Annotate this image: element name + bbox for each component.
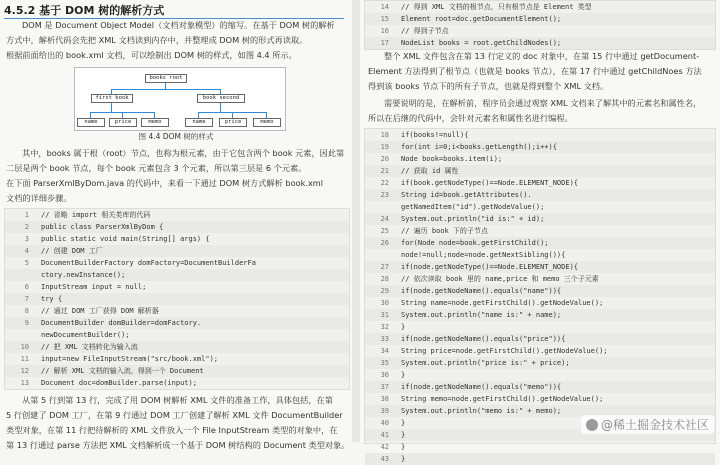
code-text: // 省略 import 相关类库的代码 — [41, 211, 151, 219]
code-line — [365, 453, 715, 465]
node-first-book: first book — [91, 94, 133, 103]
dom-tree-diagram — [74, 67, 286, 131]
code-line — [5, 305, 349, 317]
code-line — [365, 177, 715, 189]
code-line — [5, 221, 349, 233]
code-line — [5, 329, 349, 341]
code-text: node!=null;node=node.getNextSibling()){ — [401, 251, 566, 259]
code-text: newDocumentBuilder(); — [41, 331, 130, 339]
line-number: 41 — [380, 431, 389, 439]
node-price-2: price — [219, 118, 247, 127]
logo-icon — [586, 419, 598, 431]
code-line — [365, 1, 715, 13]
code-line — [5, 281, 349, 293]
code-line — [365, 333, 715, 345]
line-number: 3 — [24, 235, 29, 243]
line-number: 29 — [380, 287, 389, 295]
line-number: 20 — [380, 155, 389, 163]
code-line — [365, 345, 715, 357]
code-text: String name=node.getFirstChild().getNodeValue(); — [401, 299, 604, 307]
line-number: 35 — [380, 359, 389, 367]
code-text: // 解析 XML 文档的输入流，得到一个 Document — [41, 367, 204, 375]
code-line — [365, 13, 715, 25]
text-line: 方式中，解析代码会先把 XML 文档读到内存中，并整理成 DOM 树的形式再读取。 — [6, 35, 308, 45]
text-line: 从第 5 行到第 13 行，完成了用 DOM 树解析 XML 文件的准备工作，具体包括，在第 — [22, 395, 333, 405]
line-number: 5 — [24, 259, 29, 267]
line-number: 34 — [380, 347, 389, 355]
text-line: 得到该 books 节点下的所有子节点，也就是得到整个 XML 文档。 — [368, 81, 609, 91]
line-number: 26 — [380, 239, 389, 247]
text-line: 二层是两个 book 节点，每个 book 元素包含 3 个元素，所以第三层是 6 个元素。 — [6, 163, 307, 173]
code-line — [365, 369, 715, 381]
code-line — [365, 237, 715, 249]
code-line — [5, 245, 349, 257]
code-text: DocumentBuilder domBuilder=domFactory. — [41, 319, 202, 327]
text-line: 其中，books 属于根（root）节点，也称为根元素，由于它包含两个 book 元素，因此第 — [22, 148, 345, 158]
node-book-second: book second — [197, 94, 245, 103]
line-number: 9 — [24, 319, 29, 327]
line-number: 38 — [380, 395, 389, 403]
code-text: Document doc=domBuilder.parse(input); — [41, 379, 197, 387]
code-line — [365, 393, 715, 405]
code-line — [365, 273, 715, 285]
code-block — [364, 0, 716, 50]
code-text: } — [401, 431, 406, 439]
code-text: // 把 XML 文档转化为输入流 — [41, 343, 138, 351]
tree-connector — [111, 89, 112, 94]
line-number: 12 — [20, 367, 29, 375]
code-text: // 得到 XML 文档的根节点，只有根节点是 Element 类型 — [401, 3, 592, 11]
tree-connector — [232, 112, 233, 118]
code-text: } — [401, 419, 406, 427]
code-text: String id=book.getAttributes(). — [401, 191, 532, 199]
text-line: 整个 XML 文件包含在第 13 行定义的 doc 对象中，在第 15 行中通过 getDocument- — [384, 51, 700, 61]
code-line — [365, 249, 715, 261]
line-number: 32 — [380, 323, 389, 331]
left-page — [0, 0, 352, 450]
line-number: 16 — [380, 27, 389, 35]
code-line — [5, 233, 349, 245]
text-line: 需要说明的是，在解析前，程序员会通过观察 XML 文档来了解其中的元素名和属性名， — [384, 98, 702, 108]
code-line — [365, 213, 715, 225]
root-node-paragraph — [368, 49, 712, 94]
text-line: 类型对象，在第 11 行把待解析的 XML 文件放入一个 File InputStream 类型的对象中，在 — [6, 425, 338, 435]
text-line: Element 方法得到了根节点（也就是 books 节点），在第 17 行中通过 getChildNoes 方法 — [368, 66, 702, 76]
code-line — [365, 441, 715, 453]
line-number: 10 — [20, 343, 29, 351]
code-text: } — [401, 323, 406, 331]
code-text: ctory.newInstance(); — [41, 271, 126, 279]
code-line — [365, 321, 715, 333]
line-number: 8 — [24, 307, 29, 315]
code-text: // 创建 DOM 工厂 — [41, 247, 103, 255]
code-line — [365, 381, 715, 393]
code-text: String price=node.getFirstChild().getNodeValue(); — [401, 347, 608, 355]
tree-connector — [198, 112, 199, 118]
line-number: 30 — [380, 299, 389, 307]
line-number: 33 — [380, 335, 389, 343]
code-text: // 得到子节点 — [401, 27, 449, 35]
line-number: 36 — [380, 371, 389, 379]
code-text: } — [401, 371, 406, 379]
code-line — [365, 285, 715, 297]
code-text: System.out.println("price is:" + price); — [401, 359, 570, 367]
code-line — [365, 357, 715, 369]
code-text: Node book=books.item(i); — [401, 155, 503, 163]
explanation-paragraph — [6, 146, 345, 206]
code-line — [365, 25, 715, 37]
right-page — [360, 0, 720, 463]
text-line: DOM 是 Document Object Model（文档对象模型）的缩写。在基于 DOM 树的解析 — [22, 20, 335, 30]
code-line — [5, 269, 349, 281]
code-line — [5, 209, 349, 221]
node-name-1: name — [77, 118, 105, 127]
code-text: input=new FileInputStream("src/book.xml"); — [41, 355, 219, 363]
code-block — [4, 208, 350, 390]
line-number: 28 — [380, 275, 389, 283]
code-text: public class ParserXmlByDom { — [41, 223, 164, 231]
code-text: public static void main(String[] args) { — [41, 235, 210, 243]
line-number: 24 — [380, 215, 389, 223]
tree-connector — [266, 112, 267, 118]
text-line: 根据前面给出的 book.xml 文档，可以绘制出 DOM 树的样式，如图 4.4 所示。 — [6, 50, 297, 60]
tree-connector — [111, 89, 221, 90]
line-number: 27 — [380, 263, 389, 271]
tree-connector — [90, 112, 91, 118]
text-line: 5 行创建了 DOM 工厂，在第 9 行通过 DOM 工厂创建了解析 XML 文件 DocumentBuilder — [6, 410, 343, 420]
line-number: 18 — [380, 131, 389, 139]
code-text: // 遍历 book 下的子节点 — [401, 227, 488, 235]
code-text: // 通过 DOM 工厂获得 DOM 解析器 — [41, 307, 159, 315]
code-text: System.out.println("name is:" + name); — [401, 311, 562, 319]
code-text: if(node.getNodeName().equals("price")){ — [401, 335, 566, 343]
note-paragraph — [368, 96, 712, 126]
code-text: // 获取 id 属性 — [401, 167, 459, 175]
line-number: 11 — [20, 355, 29, 363]
code-text: NodeList books = root.getChildNodes(); — [401, 39, 562, 47]
tree-connector — [122, 112, 123, 118]
line-number: 15 — [380, 15, 389, 23]
code-line — [365, 201, 715, 213]
text-line: 文档的详细步骤。 — [6, 193, 72, 203]
code-text: if(books!=null){ — [401, 131, 469, 139]
code-line — [365, 37, 715, 49]
line-number: 13 — [20, 379, 29, 387]
code-line — [365, 309, 715, 321]
line-number: 17 — [380, 39, 389, 47]
line-number: 21 — [380, 167, 389, 175]
tree-connector — [111, 103, 112, 112]
line-number: 6 — [24, 283, 29, 291]
code-text: System.out.println("id is:" + id); — [401, 215, 545, 223]
line-number: 22 — [380, 179, 389, 187]
line-number: 25 — [380, 227, 389, 235]
after-code-paragraph — [6, 393, 350, 453]
code-text: // 依次读取 book 里的 name,price 和 memo 三个子元素 — [401, 275, 599, 283]
line-number: 23 — [380, 191, 389, 199]
line-number: 42 — [380, 443, 389, 451]
code-text: InputStream input = null; — [41, 283, 147, 291]
watermark-text: @稀土掘金技术社区 — [600, 418, 709, 432]
node-books-root: books root — [145, 74, 187, 83]
line-number: 40 — [380, 419, 389, 427]
code-line — [365, 153, 715, 165]
tree-connector — [220, 103, 221, 112]
code-text: } — [401, 443, 406, 451]
line-number: 7 — [24, 295, 29, 303]
node-price-1: price — [109, 118, 137, 127]
figure-caption: 图 4.4 DOM 树的样式 — [138, 132, 214, 141]
code-text: System.out.println("memo is:" + memo); — [401, 407, 562, 415]
line-number: 37 — [380, 383, 389, 391]
code-line — [365, 129, 715, 141]
code-text: DocumentBuilderFactory domFactory=DocumentBuilderFa — [41, 259, 256, 267]
code-line — [5, 365, 349, 377]
text-line: 所以在后继的代码中，会针对元素名和属性名进行编程。 — [368, 113, 573, 123]
node-memo-2: memo — [253, 118, 281, 127]
code-text: if(book.getNodeType()==Node.ELEMENT_NODE){ — [401, 179, 579, 187]
page-gutter — [352, 0, 360, 442]
line-number: 2 — [24, 223, 29, 231]
section-title: 4.5.2 基于 DOM 树的解析方式 — [4, 4, 165, 17]
code-text: String memo=node.getFirstChild().getNodeValue(); — [401, 395, 604, 403]
line-number: 19 — [380, 143, 389, 151]
code-text: try { — [41, 295, 63, 303]
line-number: 43 — [380, 455, 389, 463]
tree-connector — [220, 89, 221, 94]
code-line — [365, 297, 715, 309]
code-text: if(node.getNodeName().equals("name")){ — [401, 287, 562, 295]
text-line: 第 13 行通过 parse 方法把 XML 文档解析成一个基于 DOM 树结构的 Document 类型对象。 — [6, 440, 350, 450]
code-text: for(Node node=book.getFirstChild(); — [401, 239, 549, 247]
intro-paragraph — [6, 18, 342, 63]
code-line — [365, 225, 715, 237]
code-text: for(int i=0;i<books.getLength();i++){ — [401, 143, 557, 151]
code-text: } — [401, 455, 406, 463]
site-watermark — [581, 415, 714, 434]
code-text: getNamedItem("id").getNodeValue(); — [401, 203, 545, 211]
line-number: 14 — [380, 3, 389, 11]
code-line — [365, 261, 715, 273]
code-line — [5, 341, 349, 353]
line-number: 4 — [24, 247, 29, 255]
line-number: 1 — [24, 211, 29, 219]
code-text: Element root=doc.getDocumentElement(); — [401, 15, 562, 23]
code-line — [365, 165, 715, 177]
tree-connector — [154, 112, 155, 118]
code-line — [365, 141, 715, 153]
line-number: 39 — [380, 407, 389, 415]
code-line — [5, 317, 349, 329]
code-line — [5, 257, 349, 269]
code-line — [5, 353, 349, 365]
node-name-2: name — [185, 118, 213, 127]
code-line — [365, 189, 715, 201]
line-number: 31 — [380, 311, 389, 319]
code-text: if(node.getNodeName().equals("memo")){ — [401, 383, 562, 391]
text-line: 在下面 ParserXmlByDom.java 的代码中，来看一下通过 DOM 树方式解析 book.xml — [6, 178, 324, 188]
code-block — [364, 128, 716, 463]
code-text: if(node.getNodeType()==Node.ELEMENT_NODE){ — [401, 263, 579, 271]
code-line — [5, 293, 349, 305]
code-line — [5, 377, 349, 389]
node-memo-1: memo — [141, 118, 169, 127]
